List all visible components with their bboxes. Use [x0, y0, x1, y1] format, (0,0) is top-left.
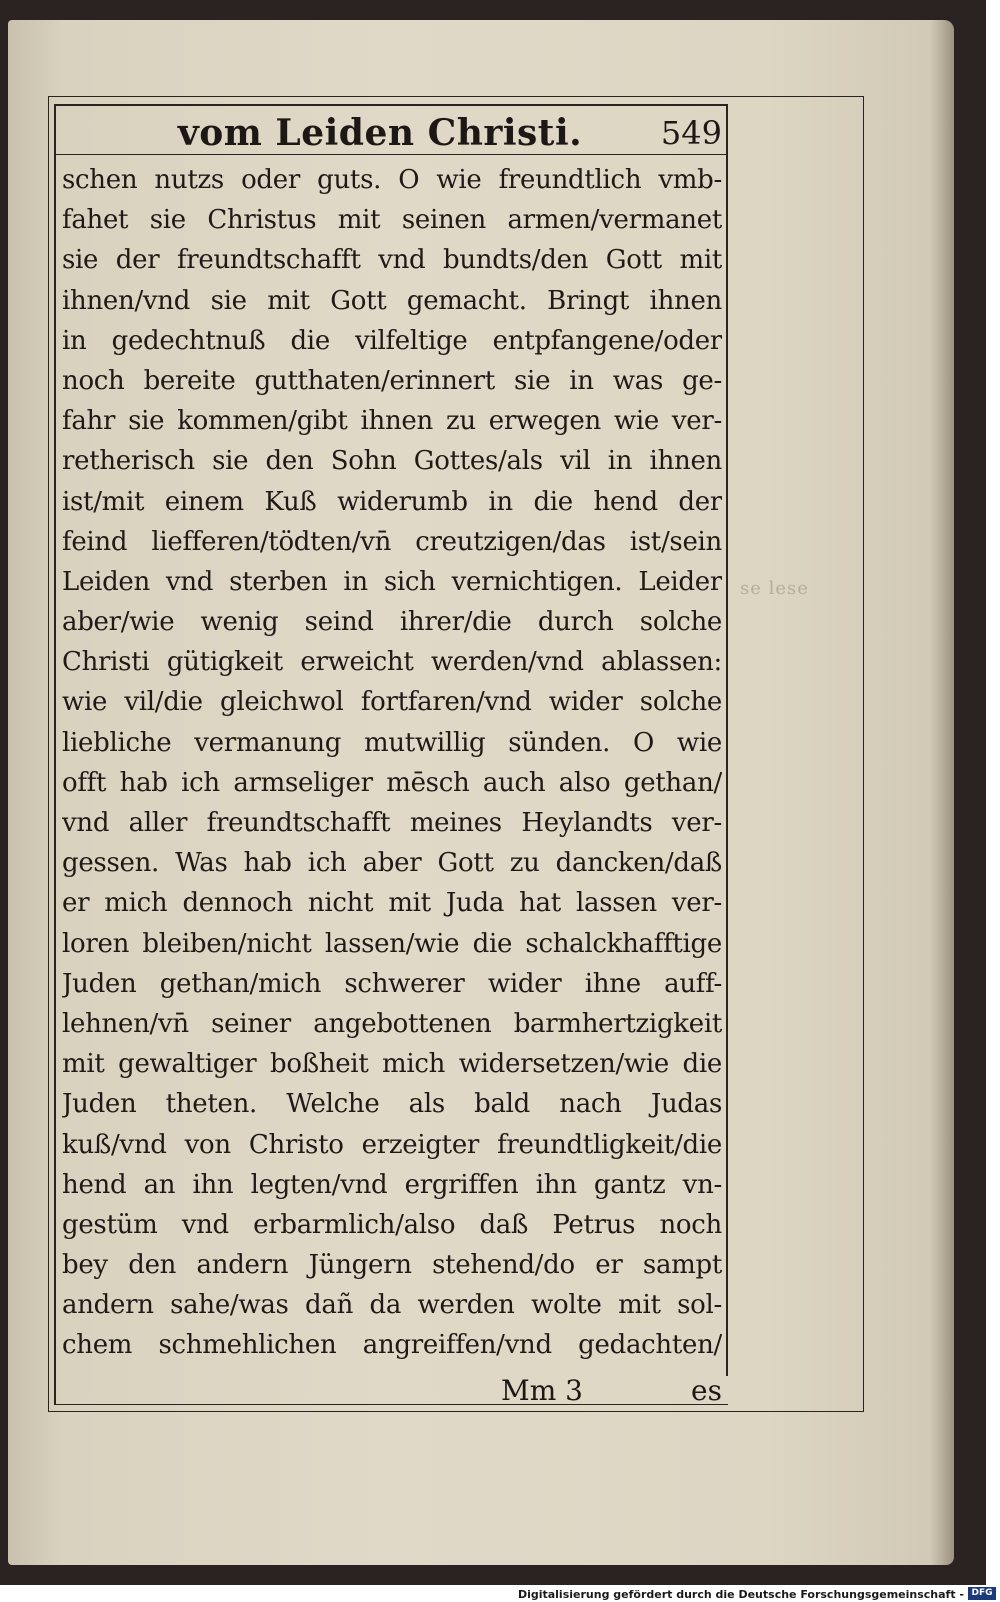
- text-line: offt hab ich armseliger mēsch auch also gethan/: [62, 767, 722, 798]
- text-line: kuß/vnd von Christo erzeigter freundtligkeit/die: [62, 1129, 722, 1160]
- page-edge-shadow: [930, 20, 954, 1565]
- text-line: er mich dennoch nicht mit Juda hat lassen ver-: [62, 888, 722, 919]
- header-rule: [54, 154, 728, 155]
- margin-note: se lese: [740, 578, 809, 599]
- bottom-rule: [54, 1404, 728, 1405]
- left-rule: [54, 104, 56, 1404]
- text-line: Juden gethan/mich schwerer wider ihne auff-: [62, 968, 722, 999]
- text-line: Juden theten. Welche als bald nach Judas: [62, 1089, 722, 1120]
- text-line: hend an ihn legten/vnd ergriffen ihn gantz vn-: [62, 1169, 722, 1200]
- text-line: bey den andern Jüngern stehend/do er sampt: [62, 1250, 722, 1281]
- catchword: es: [691, 1374, 722, 1407]
- text-line: ist/mit einem Kuß widerumb in die hend der: [62, 486, 722, 517]
- text-line: andern sahe/was dañ da werden wolte mit sol-: [62, 1290, 722, 1321]
- text-line: Leiden vnd sterben in sich vernichtigen. Leider: [62, 566, 722, 597]
- running-title: vom Leiden Christi.: [177, 112, 583, 154]
- text-line: gessen. Was hab ich aber Gott zu dancken/daß: [62, 848, 722, 879]
- text-line: noch bereite gutthaten/erinnert sie in was ge-: [62, 365, 722, 396]
- text-line: chem schmehlichen angreiffen/vnd gedachten/: [62, 1330, 722, 1361]
- text-line: schen nutzs oder guts. O wie freundtlich vmb-: [62, 165, 722, 195]
- top-rule: [54, 104, 728, 106]
- text-line: mit gewaltiger boßheit mich widersetzen/wie die: [62, 1049, 722, 1080]
- text-line: in gedechtnuß die vilfeltige entpfangene/oder: [62, 325, 722, 356]
- text-line: Christi gütigkeit erweicht werden/vnd ablassen:: [62, 647, 722, 678]
- text-line: feind liefferen/tödten/vn̄ creutzigen/das ist/sein: [62, 526, 722, 557]
- text-line: lehnen/vn̄ seiner angebottenen barmhertzigkeit: [62, 1008, 722, 1039]
- text-line: gestüm vnd erbarmlich/also daß Petrus noch: [62, 1209, 722, 1240]
- footer-credit: Digitalisierung gefördert durch die Deutsche Forschungsgemeinschaft -: [517, 1588, 964, 1601]
- text-line: fahr sie kommen/gibt ihnen zu erwegen wie ver-: [62, 406, 722, 437]
- text-line: vnd aller freundtschafft meines Heylandts ver-: [62, 808, 722, 838]
- dfg-logo: DFG: [968, 1587, 996, 1600]
- text-line: liebliche vermanung mutwillig sünden. O wie: [62, 727, 722, 758]
- text-line: ihnen/vnd sie mit Gott gemacht. Bringt ihnen: [62, 285, 722, 316]
- body-text: [62, 160, 722, 1366]
- text-line: fahet sie Christus mit seinen armen/vermanet: [62, 205, 722, 236]
- signature-mark: Mm 3: [501, 1374, 583, 1407]
- right-rule: [726, 104, 728, 1376]
- text-line: loren bleiben/nicht lassen/wie die schalckhafftige: [62, 928, 722, 959]
- text-line: sie der freundtschafft vnd bundts/den Gott mit: [62, 245, 722, 276]
- text-line: retherisch sie den Sohn Gottes/als vil in ihnen: [62, 446, 722, 477]
- text-line: aber/wie wenig seind ihrer/die durch solche: [62, 607, 722, 638]
- page-number: 549: [660, 114, 722, 152]
- text-line: wie vil/die gleichwol fortfaren/vnd wider solche: [62, 687, 722, 718]
